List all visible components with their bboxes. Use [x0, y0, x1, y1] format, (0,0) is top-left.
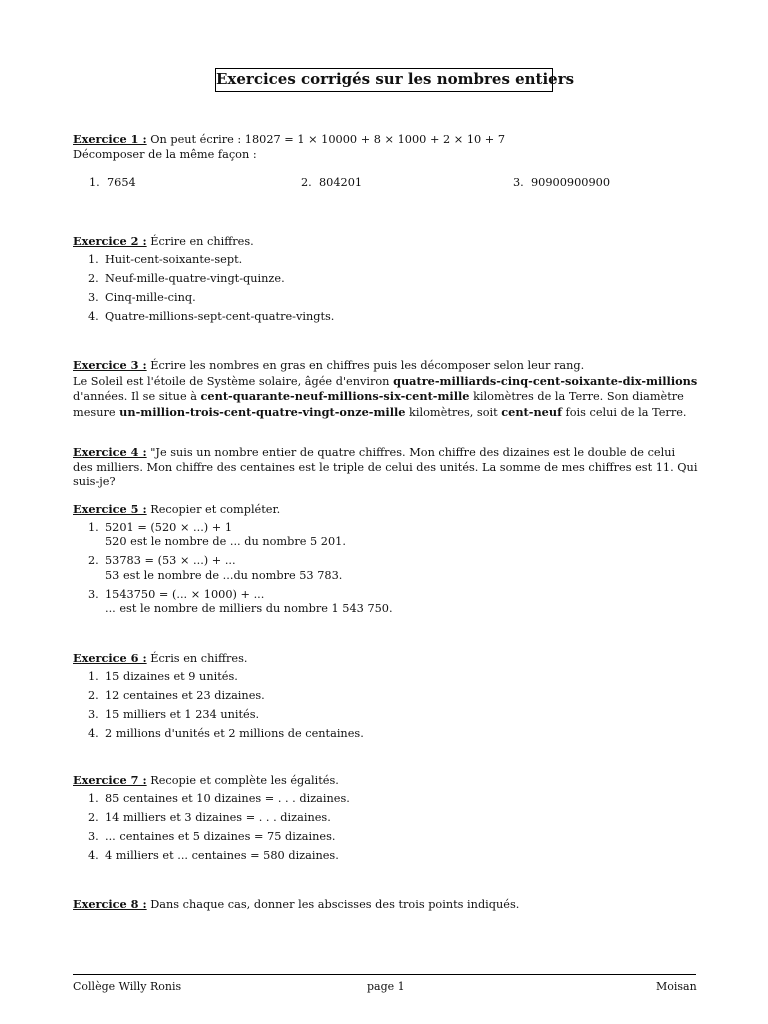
exercise-label: Exercice 6 : — [73, 651, 147, 665]
list-item: 3. 15 milliers et 1 234 unités. — [88, 707, 260, 721]
exercise-6 — [73, 651, 698, 746]
footer-author: Moisan — [656, 980, 697, 993]
exercise-1-items — [89, 176, 709, 192]
list-item: 3. 90900900900 — [513, 176, 611, 189]
exercise-label: Exercice 2 : — [73, 234, 147, 248]
exercise-1 — [73, 132, 698, 162]
footer-divider — [73, 974, 696, 975]
list-item: 1. 7654 — [89, 176, 136, 189]
exercise-instruction: Décomposer de la même façon : — [73, 147, 257, 161]
exercise-label: Exercice 3 : — [73, 358, 147, 372]
list-item: 1. 15 dizaines et 9 unités. — [88, 669, 238, 683]
page-title: Exercices corrigés sur les nombres entiers — [215, 68, 553, 92]
exercise-text: Recopie et complète les égalités. — [146, 774, 339, 787]
exercise-label: Exercice 4 : — [73, 445, 147, 459]
list-item: 1. 5201 = (520 × ...) + 1 520 est le nombre de ... du nombre 5 201. — [88, 520, 346, 548]
exercise-paragraph: Le Soleil est l'étoile de Système solaire, âgée d'environ quatre-milliards-cinq-cent-soixante-dix-millions d'années. Il se situe à cent-quarante-neuf-millions-six-cent-mille kilomètres de la Terre. Son diamètre mesure un-million-trois-cent-quatre-vingt-onze-mille kilomètres, soit cent-neuf fois celui de la Terre. — [73, 373, 698, 419]
exercise-label: Exercice 7 : — [73, 773, 147, 787]
list-item: 3. 1543750 = (... × 1000) + ... ... est le nombre de milliers du nombre 1 543 750. — [88, 587, 393, 615]
list-item: 2. 12 centaines et 23 dizaines. — [88, 688, 265, 702]
list-item: 2. 804201 — [301, 176, 363, 189]
list-item: 2. Neuf-mille-quatre-vingt-quinze. — [88, 271, 285, 285]
exercise-7 — [73, 773, 698, 868]
footer-page-number: page 1 — [367, 980, 405, 993]
list-item: 1. Huit-cent-soixante-sept. — [88, 252, 243, 266]
exercise-text: Écris en chiffres. — [146, 652, 248, 665]
exercise-2 — [73, 234, 698, 329]
list-item: 2. 14 milliers et 3 dizaines = . . . dizaines. — [88, 810, 331, 824]
list-item: 4. 2 millions d'unités et 2 millions de centaines. — [88, 726, 364, 740]
exercise-text: Écrire les nombres en gras en chiffres puis les décomposer selon leur rang. — [146, 359, 585, 372]
list-item: 2. 53783 = (53 × ...) + ... 53 est le nombre de ...du nombre 53 783. — [88, 554, 343, 582]
footer-school: Collège Willy Ronis — [73, 980, 182, 993]
list-item: 4. 4 milliers et ... centaines = 580 dizaines. — [88, 848, 339, 862]
exercise-text: On peut écrire : 18027 = 1 × 10000 + 8 × 1000 + 2 × 10 + 7 — [146, 133, 506, 146]
exercise-label: Exercice 1 : — [73, 132, 147, 146]
exercise-text: "Je suis un nombre entier de quatre chiffres. Mon chiffre des dizaines est le double de celui des milliers. Mon chiffre des centaines est le triple de celui des unités. La somme de mes chiffres est 11. Qui suis-je? — [73, 446, 698, 488]
list-item: 3. ... centaines et 5 dizaines = 75 dizaines. — [88, 829, 336, 843]
list-item: 1. 85 centaines et 10 dizaines = . . . dizaines. — [88, 791, 350, 805]
exercise-5 — [73, 502, 698, 621]
exercise-text: Écrire en chiffres. — [146, 235, 254, 248]
list-item: 4. Quatre-millions-sept-cent-quatre-vingts. — [88, 309, 335, 323]
exercise-text: Dans chaque cas, donner les abscisses des trois points indiqués. — [146, 898, 520, 911]
exercise-label: Exercice 8 : — [73, 897, 147, 911]
exercise-4 — [73, 445, 698, 490]
exercise-text: Recopier et compléter. — [146, 503, 281, 516]
exercise-label: Exercice 5 : — [73, 502, 147, 516]
list-item: 3. Cinq-mille-cinq. — [88, 290, 196, 304]
exercise-3 — [73, 358, 698, 420]
exercise-8 — [73, 897, 698, 913]
